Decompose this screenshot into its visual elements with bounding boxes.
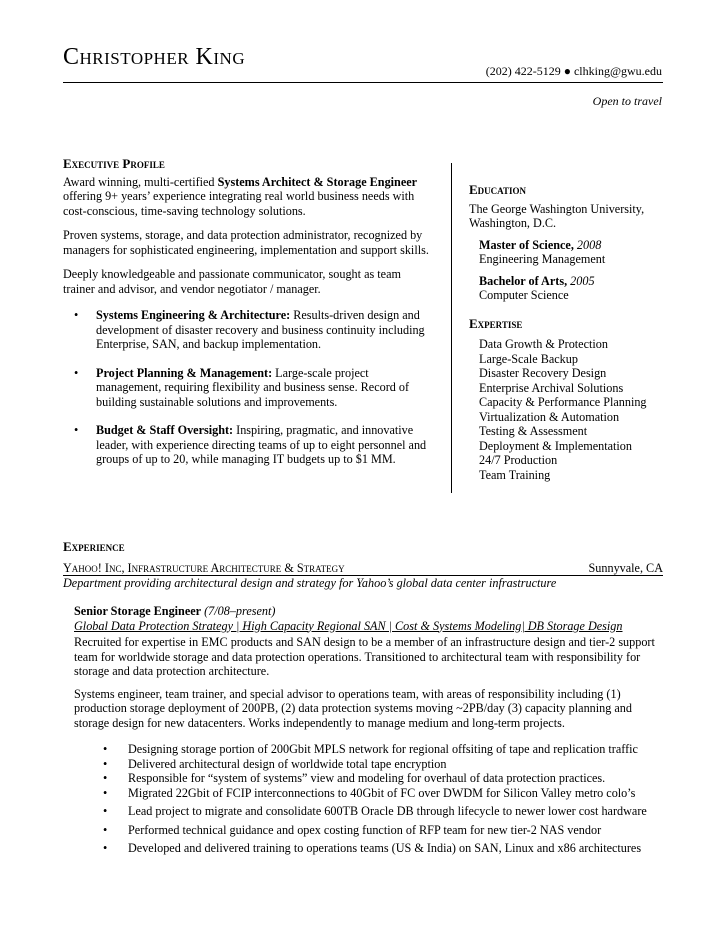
- bullet-icon: •: [103, 841, 108, 855]
- contact-info: (202) 422-5129 ● clhking@gwu.edu: [485, 64, 662, 78]
- role-paragraph-1: Recruited for expertise in EMC products and SAN design to be a member of an infrastructure design and tier-2 support team for worldwide storage and data protection operations. Transitioned to architectural team with responsibility for storage and data protection architecture.: [74, 635, 655, 678]
- list-item: • Designing storage portion of 200Gbit MPLS network for regional offsiting of tape and replication traffic: [103, 742, 638, 756]
- degree-bachelors: Bachelor of Arts, 2005 Computer Science: [479, 273, 595, 302]
- degree-masters: Master of Science, 2008 Engineering Management: [479, 237, 606, 266]
- profile-heading: Executive Profile: [63, 156, 165, 171]
- company-location: Sunnyvale, CA: [588, 561, 663, 575]
- list-item: • Systems Engineering & Architecture: Results-driven design and development of disaster recovery and business continuity including Enterprise, SAN, and backup implementation.: [74, 308, 425, 351]
- bullet-icon: •: [103, 785, 108, 800]
- bullet-icon: •: [103, 822, 108, 837]
- role-title-line: [74, 604, 664, 619]
- profile-bullets: [63, 308, 431, 467]
- list-item: • Developed and delivered training to operations teams (US & India) on SAN, Linux and x86 architectures: [103, 841, 642, 855]
- list-item: • Responsible for “system of systems” view and modeling for overhaul of data protection practices.: [103, 771, 606, 785]
- list-item: • Budget & Staff Oversight: Inspiring, pragmatic, and innovative leader, with experience directing teams of up to eight personnel and groups of up to 20, while managing IT budgets up to $1 MM.: [74, 423, 427, 466]
- list-item: • Migrated 22Gbit of FCIP interconnections to 40Gbit of FC over DWDM for Silicon Valley metro colo’s: [103, 785, 636, 800]
- role-dates: (7/08–present): [204, 604, 276, 618]
- bullet-icon: •: [103, 804, 108, 818]
- role-bullets: [74, 742, 664, 856]
- role-paragraph-2: Systems engineer, team trainer, and special advisor to operations team, with areas of responsibility including (1) production storage deployment of 200PB, (2) data protection systems moving ~2PB/day (3) capacity planning and storage design for new datacenters. Works independently to manage medium and long-term projects.: [74, 686, 632, 730]
- profile-paragraph-2: Proven systems, storage, and data protection administrator, recognized by managers for sophisticated engineering, implementation and support skills.: [63, 228, 429, 257]
- experience-heading: Experience: [63, 539, 125, 554]
- list-item: Enterprise Archival Solutions: [479, 380, 624, 395]
- list-item: Team Training: [479, 467, 551, 482]
- department-description: Department providing architectural design and strategy for Yahoo’s global data center infrastructure: [63, 576, 557, 590]
- school-name: The George Washington University, Washington, D.C.: [469, 201, 645, 230]
- list-item: • Lead project to migrate and consolidate 600TB Oracle DB through lifecycle to newer lower cost hardware: [103, 804, 647, 818]
- column-divider: [451, 163, 452, 493]
- list-item: Large-Scale Backup: [479, 351, 578, 366]
- expertise-heading: Expertise: [469, 315, 523, 331]
- list-item: Capacity & Performance Planning: [479, 395, 647, 409]
- resume-name: Christopher King: [63, 44, 246, 70]
- role-title: Senior Storage Engineer: [74, 604, 202, 618]
- list-item: Virtualization & Automation: [479, 409, 620, 424]
- travel-note: Open to travel: [592, 94, 662, 108]
- role-focus: Global Data Protection Strategy | High Capacity Regional SAN | Cost & Systems Modeling| DB Storage Design: [74, 618, 623, 633]
- company-line: [63, 561, 663, 576]
- list-item: • Project Planning & Management: Large-scale project management, requiring flexibility and business sense. Record of building sustainable solutions and improvements.: [74, 365, 410, 409]
- list-item: Testing & Assessment: [479, 424, 588, 438]
- bullet-icon: •: [74, 308, 79, 322]
- executive-profile: [63, 157, 431, 481]
- bullet-icon: •: [103, 756, 108, 771]
- list-item: • Performed technical guidance and opex costing function of RFP team for new tier-2 NAS vendor: [103, 822, 602, 837]
- header-divider: [63, 82, 663, 83]
- role-block: [74, 604, 664, 730]
- bullet-icon: •: [103, 742, 108, 756]
- list-item: • Delivered architectural design of worldwide total tape encryption: [103, 756, 447, 771]
- list-item: 24/7 Production: [479, 453, 558, 467]
- profile-paragraph-1: Award winning, multi-certified Systems Architect & Storage Engineer offering 9+ years’ experience integrating real world business needs with cost-conscious, time-saving technology solutions.: [63, 174, 418, 218]
- expertise-list: [469, 337, 669, 482]
- list-item: Data Growth & Protection: [479, 337, 608, 351]
- profile-paragraph-3: Deeply knowledgeable and passionate communicator, sought as team trainer and advisor, and vendor negotiator / manager.: [63, 267, 401, 296]
- education-heading: Education: [469, 182, 527, 197]
- company-name: Yahoo! Inc, Infrastructure Architecture & Strategy: [63, 561, 345, 575]
- list-item: Disaster Recovery Design: [479, 366, 607, 380]
- bullet-icon: •: [103, 771, 108, 785]
- bullet-icon: •: [74, 365, 79, 380]
- bullet-icon: •: [74, 423, 79, 437]
- list-item: Deployment & Implementation: [479, 438, 632, 453]
- education-expertise: [469, 183, 669, 482]
